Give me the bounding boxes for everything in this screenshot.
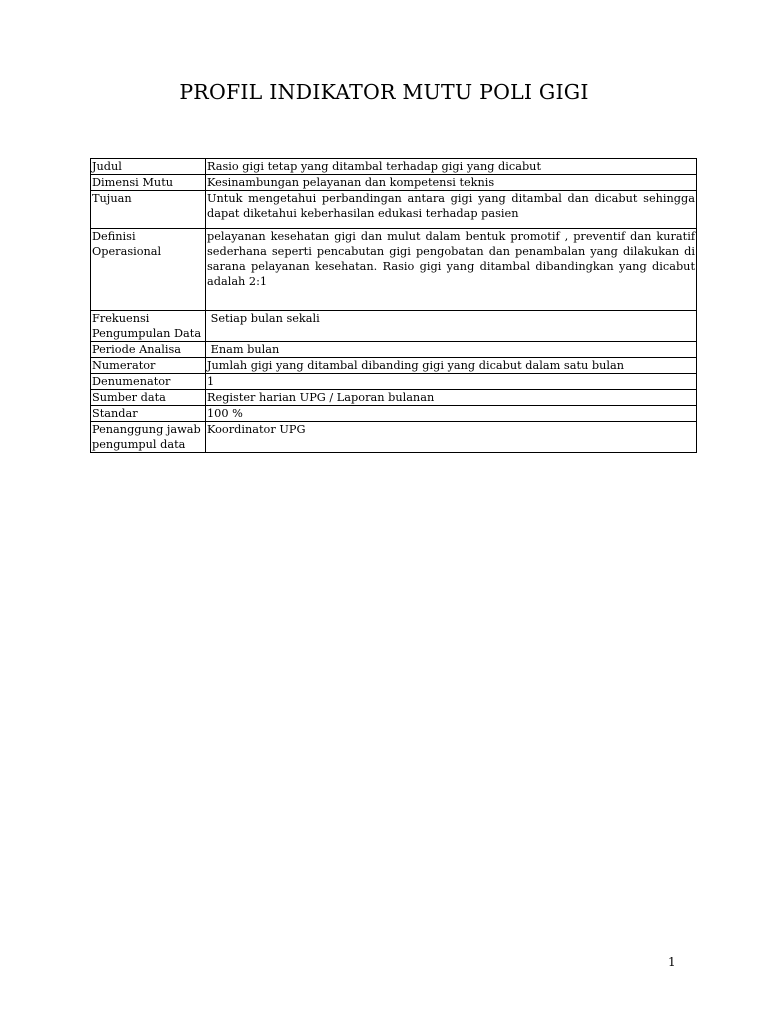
row-value: Kesinambungan pelayanan dan kompetensi teknis — [206, 175, 697, 191]
row-label: Sumber data — [91, 390, 206, 406]
table-row-tujuan — [91, 191, 697, 229]
table-row-numerator — [91, 358, 697, 374]
row-value: Untuk mengetahui perbandingan antara gigi yang ditambal dan dicabut sehingga dapat diketahui keberhasilan edukasi terhadap pasien — [206, 191, 697, 229]
row-value: Jumlah gigi yang ditambal dibanding gigi yang dicabut dalam satu bulan — [206, 358, 697, 374]
table-row-frekuensi — [91, 311, 697, 342]
table-row-dimensi-mutu — [91, 175, 697, 191]
row-label: Penanggung jawab pengumpul data — [91, 422, 206, 453]
row-value: Rasio gigi tetap yang ditambal terhadap gigi yang dicabut — [206, 159, 697, 175]
row-value: Enam bulan — [206, 342, 697, 358]
row-label: Definisi Operasional — [91, 229, 206, 311]
row-label: Dimensi Mutu — [91, 175, 206, 191]
row-label: Judul — [91, 159, 206, 175]
table-row-periode-analisa — [91, 342, 697, 358]
table-row-denumenator — [91, 374, 697, 390]
row-value: Setiap bulan sekali — [206, 311, 697, 342]
table-row-judul — [91, 159, 697, 175]
row-label: Numerator — [91, 358, 206, 374]
table-row-standar — [91, 406, 697, 422]
page-number: 1 — [668, 955, 676, 969]
row-value: 100 % — [206, 406, 697, 422]
indicator-profile-table — [90, 158, 697, 453]
row-value: Register harian UPG / Laporan bulanan — [206, 390, 697, 406]
page-title: PROFIL INDIKATOR MUTU POLI GIGI — [179, 80, 589, 104]
row-label: Tujuan — [91, 191, 206, 229]
row-value: 1 — [206, 374, 697, 390]
row-value: pelayanan kesehatan gigi dan mulut dalam bentuk promotif , preventif dan kuratif sederhana seperti pencabutan gigi pengobatan dan penambalan yang dilakukan di sarana pelayanan kesehatan. Rasio gigi yang ditambal dibandingkan yang dicabut adalah 2:1 — [206, 229, 697, 311]
row-label: Periode Analisa — [91, 342, 206, 358]
row-label: Denumenator — [91, 374, 206, 390]
table-row-penanggung-jawab — [91, 422, 697, 453]
table-row-sumber-data — [91, 390, 697, 406]
row-value: Koordinator UPG — [206, 422, 697, 453]
row-label: Frekuensi Pengumpulan Data — [91, 311, 206, 342]
table-row-definisi-operasional — [91, 229, 697, 311]
row-label: Standar — [91, 406, 206, 422]
